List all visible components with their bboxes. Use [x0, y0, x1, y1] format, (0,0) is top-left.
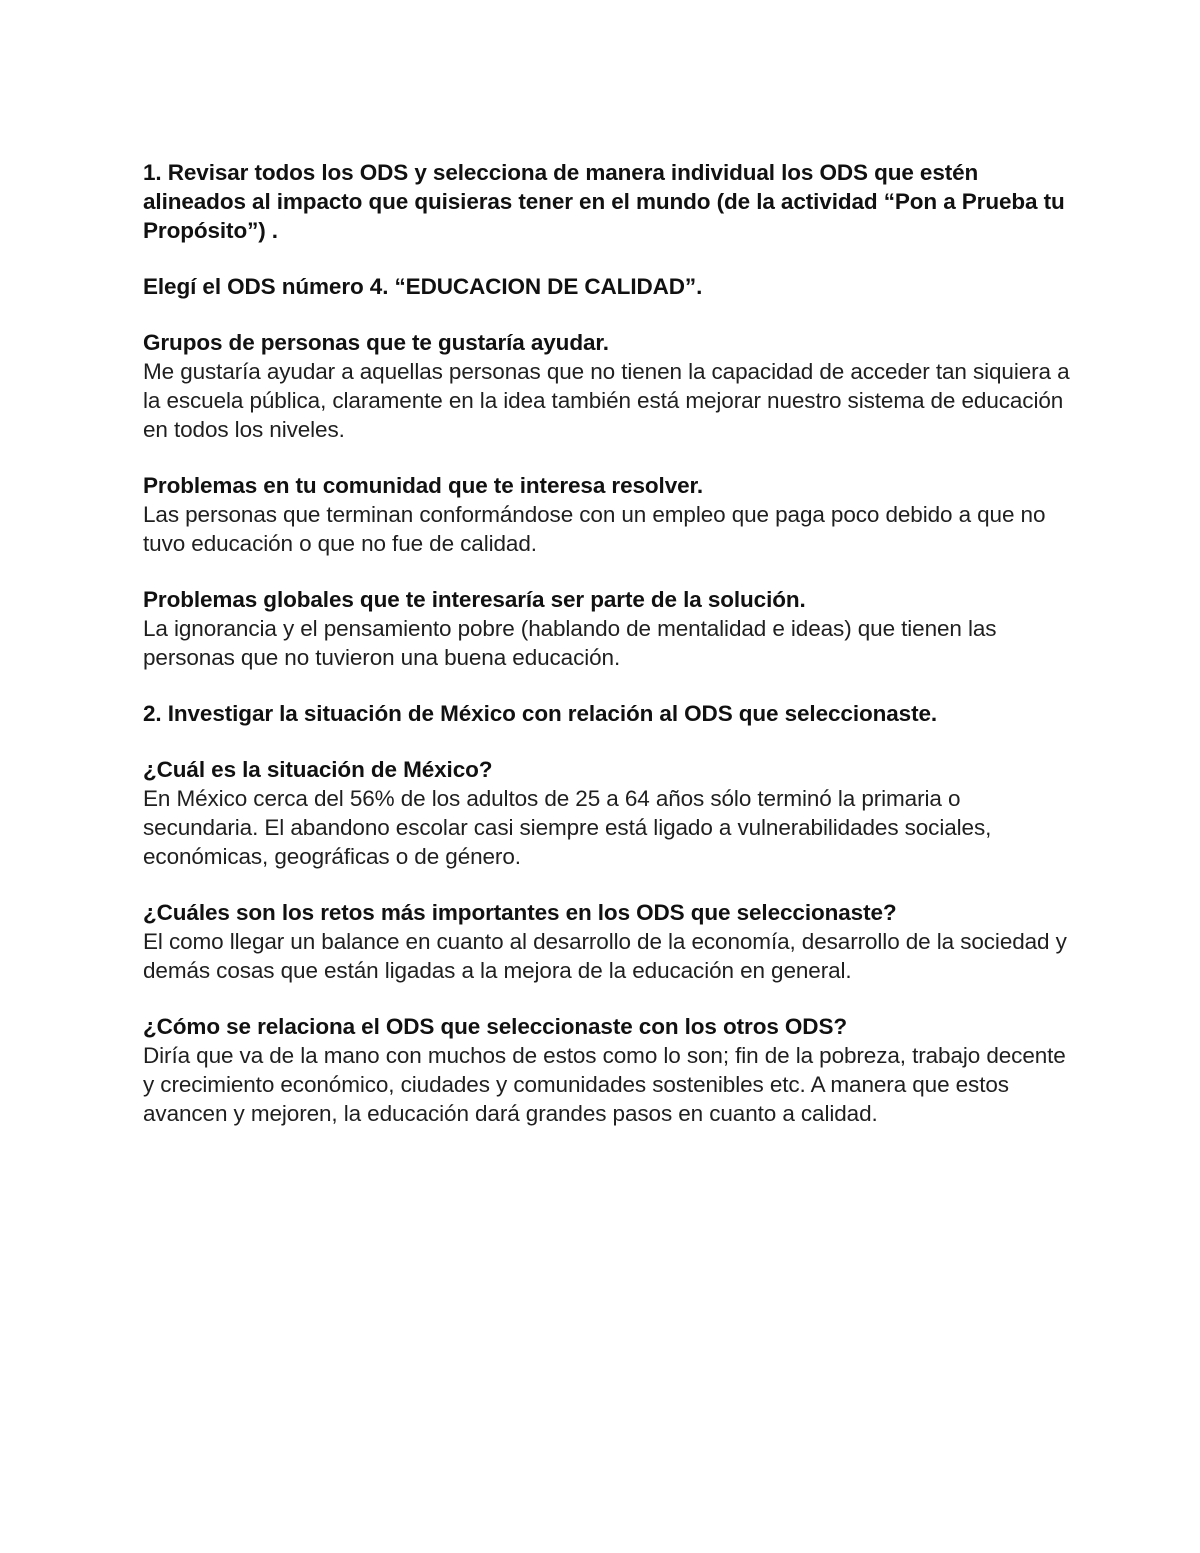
- global-question: Problemas globales que te interesaría ser parte de la solución.: [143, 587, 806, 612]
- groups-question: Grupos de personas que te gustaría ayudar.: [143, 330, 609, 355]
- global-answer: La ignorancia y el pensamiento pobre (hablando de mentalidad e ideas) que tienen las personas que no tuvieron una buena educación.: [143, 616, 997, 670]
- ods-choice: [143, 272, 1073, 301]
- section-1: [143, 158, 1073, 245]
- section-2: [143, 699, 1073, 728]
- challenges-block: [143, 898, 1073, 985]
- challenges-answer: El como llegar un balance en cuanto al desarrollo de la economía, desarrollo de la sociedad y demás cosas que están ligadas a la mejora de la educación en general.: [143, 929, 1067, 983]
- global-block: [143, 585, 1073, 672]
- document-body: [143, 158, 1073, 1155]
- mexico-question: ¿Cuál es la situación de México?: [143, 757, 493, 782]
- community-question: Problemas en tu comunidad que te interesa resolver.: [143, 473, 704, 498]
- community-answer: Las personas que terminan conformándose con un empleo que paga poco debido a que no tuvo educación o que no fue de calidad.: [143, 502, 1046, 556]
- section-1-heading-text: . Revisar todos los ODS y selecciona de manera individual los ODS que estén alineados al impacto que quisieras tener en el mundo (de la actividad “Pon a Prueba tu Propósito”) .: [143, 160, 1065, 243]
- groups-answer: Me gustaría ayudar a aquellas personas que no tienen la capacidad de acceder tan siquiera a la escuela pública, claramente en la idea también está mejorar nuestro sistema de educación en todos los niveles.: [143, 359, 1070, 442]
- relation-question: ¿Cómo se relaciona el ODS que seleccionaste con los otros ODS?: [143, 1014, 848, 1039]
- relation-block: [143, 1012, 1073, 1128]
- section-1-number: 1: [143, 160, 156, 185]
- groups-block: [143, 328, 1073, 444]
- ods-choice-text: Elegí el ODS número 4. “EDUCACION DE CALIDAD”.: [143, 274, 703, 299]
- mexico-answer: En México cerca del 56% de los adultos de 25 a 64 años sólo terminó la primaria o secundaria. El abandono escolar casi siempre está ligado a vulnerabilidades sociales, económicas, geográficas o de género.: [143, 786, 992, 869]
- community-block: [143, 471, 1073, 558]
- mexico-block: [143, 755, 1073, 871]
- challenges-question: ¿Cuáles son los retos más importantes en los ODS que seleccionaste?: [143, 900, 897, 925]
- section-1-heading: [143, 158, 1073, 245]
- section-2-heading: 2. Investigar la situación de México con relación al ODS que seleccionaste.: [143, 701, 938, 726]
- relation-answer: Diría que va de la mano con muchos de estos como lo son; fin de la pobreza, trabajo decente y crecimiento económico, ciudades y comunidades sostenibles etc. A manera que estos avancen y mejoren, la educación dará grandes pasos en cuanto a calidad.: [143, 1043, 1066, 1126]
